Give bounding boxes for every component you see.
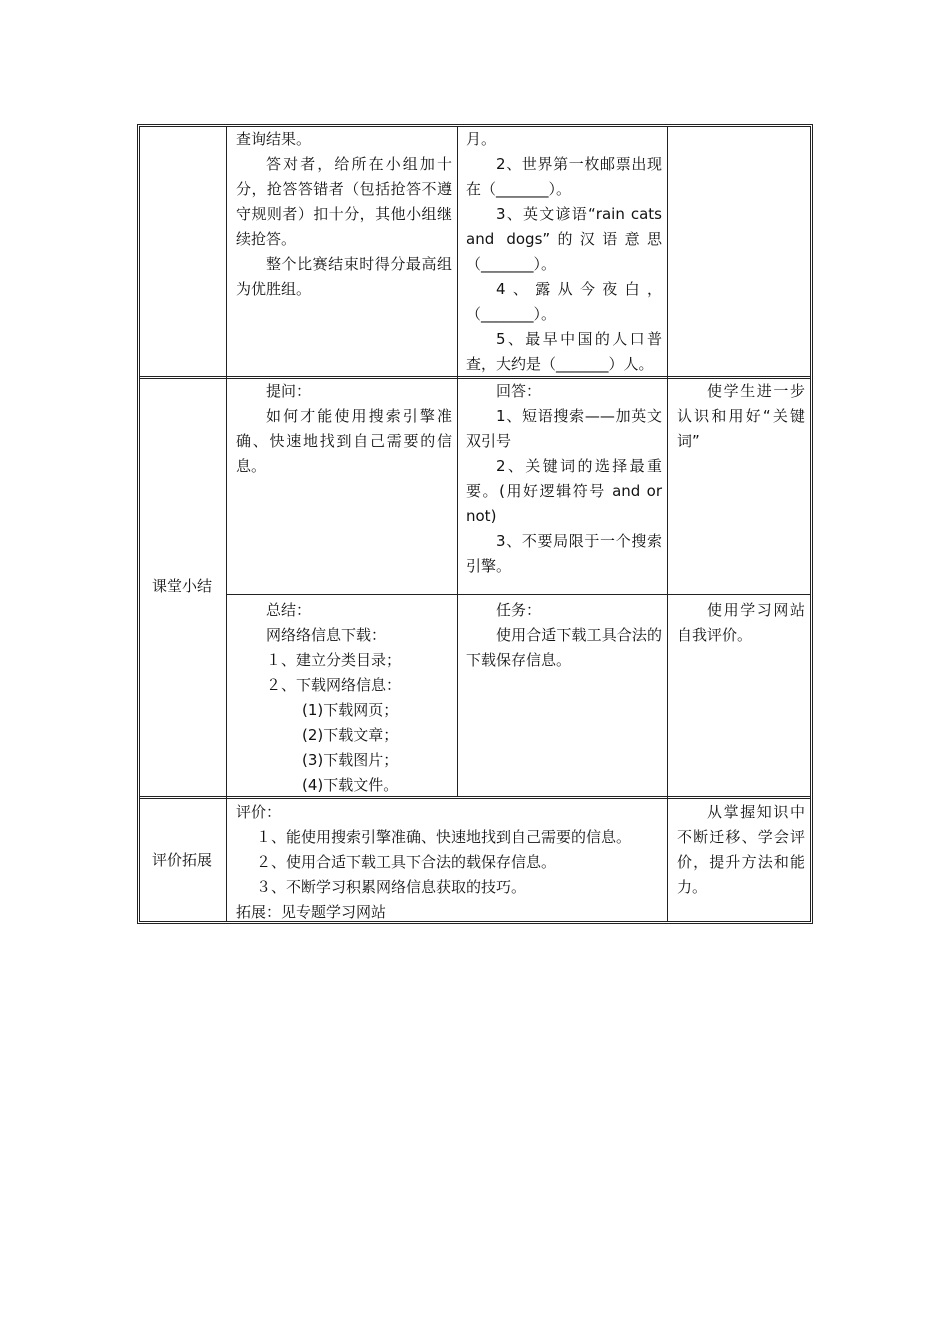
task-title: 任务： [496, 601, 542, 619]
evaluation-item-2: ２、使用合适下载工具下合法的载保存信息。 [256, 853, 557, 871]
summary-task-cell [466, 598, 662, 673]
conclusion-subitem-2: (2)下载文章； [302, 726, 399, 744]
question-line-4: 4、露从今夜白，（_______）。 [466, 280, 662, 323]
rules-line-3: 整个比赛结束时得分最高组为优胜组。 [236, 255, 452, 298]
conclusion-subitem-4: (4)下载文件。 [302, 776, 399, 794]
conclusion-subitem-3: (3)下载图片； [302, 751, 399, 769]
answer-item-3: 3、不要局限于一个搜索引擎。 [466, 532, 662, 575]
question-text: 如何才能使用搜索引擎准确、快速地找到自己需要的信息。 [236, 407, 452, 475]
col-divider-3 [667, 127, 668, 921]
top-row-rules-cell [236, 127, 452, 302]
extension-text: 拓展：见专题学习网站 [236, 903, 387, 921]
question-line-2: 2、世界第一枚邮票出现在（_______）。 [466, 155, 662, 198]
row-divider-summary-inner [226, 594, 810, 595]
evaluation-item-1: １、能使用搜索引擎准确、快速地找到自己需要的信息。 [256, 828, 632, 846]
goal-text: 使学生进一步认识和用好“关键词” [677, 382, 805, 450]
conclusion-subtitle: 网络络信息下载： [266, 626, 387, 644]
col-divider-2 [457, 127, 458, 797]
summary-goal-cell [677, 379, 805, 454]
summary-question-cell [236, 379, 452, 479]
top-row-questions-cell [466, 127, 662, 377]
evaluation-goal-cell [677, 800, 805, 900]
summary-label: 课堂小结 [152, 577, 213, 595]
question-line-1: 月。 [466, 130, 497, 148]
evaluation-content-cell [236, 800, 664, 925]
answer-title: 回答： [496, 382, 542, 400]
conclusion-item-1: １、建立分类目录； [266, 651, 402, 669]
answer-item-1: 1、短语搜索——加英文双引号 [466, 407, 662, 450]
rules-line-2: 答对者，给所在小组加十分，抢答答错者（包括抢答不遵守规则者）扣十分，其他小组继续抢答。 [236, 155, 452, 248]
summary-answer-cell [466, 379, 662, 579]
lesson-plan-table [137, 124, 813, 924]
question-line-3: 3、英文谚语“rain cats and dogs”的汉语意思（_______）。 [466, 205, 662, 273]
evaluation-title: 评价： [236, 803, 282, 821]
question-title: 提问： [266, 382, 312, 400]
summary-conclusion-cell [236, 598, 452, 798]
evaluation-goal-text: 从掌握知识中不断迁移、学会评价，提升方法和能力。 [677, 803, 805, 896]
summary-selfeval-cell [677, 598, 805, 648]
rules-line-1: 查询结果。 [236, 130, 312, 148]
conclusion-title: 总结： [266, 601, 312, 619]
col-divider-1 [226, 127, 227, 921]
selfeval-text: 使用学习网站自我评价。 [677, 601, 805, 644]
conclusion-item-2: ２、下载网络信息： [266, 676, 402, 694]
task-text: 使用合适下载工具合法的下载保存信息。 [466, 626, 662, 669]
evaluation-item-3: ３、不断学习积累网络信息获取的技巧。 [256, 878, 527, 896]
answer-item-2: 2、关键词的选择最重要。(用好逻辑符号 and or not) [466, 457, 662, 525]
conclusion-subitem-1: (1)下载网页； [302, 701, 399, 719]
evaluation-label: 评价拓展 [152, 851, 213, 869]
question-line-5: 5、最早中国的人口普查，大约是（_______）人。 [466, 330, 662, 373]
